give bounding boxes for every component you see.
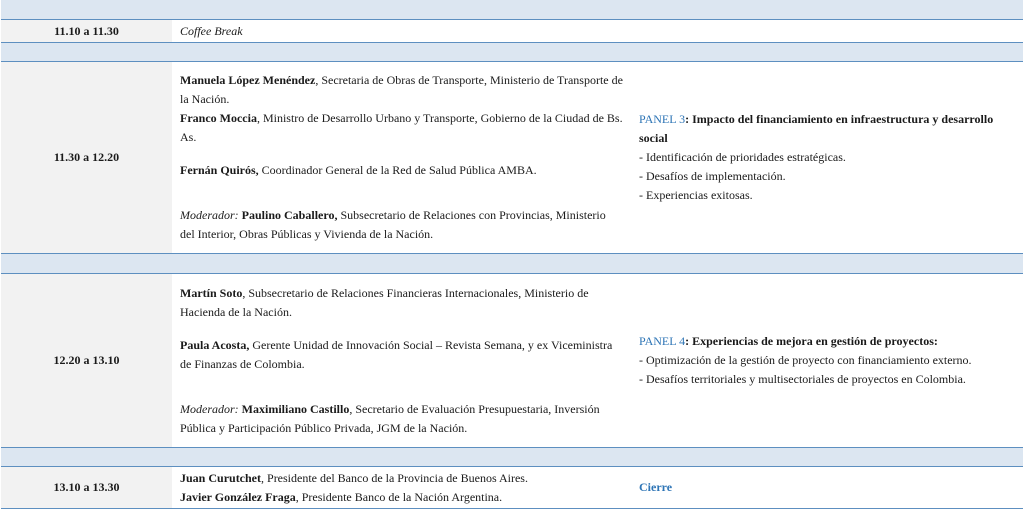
agenda-table xyxy=(1,0,1023,509)
agenda-row-panel3 xyxy=(1,62,1023,254)
speaker: Juan Curutchet, Presidente del Banco de la Provincia de Buenos Aires. xyxy=(180,470,528,485)
panel-cell xyxy=(631,62,1023,254)
moderator: Moderador: Paulino Caballero, Subsecretario de Relaciones con Provincias, Ministerio del Interior, Obras Públicas y Vivienda de la Nación. xyxy=(180,208,606,241)
time-cell: 13.10 a 13.30 xyxy=(1,467,172,509)
agenda-row-panel4 xyxy=(1,274,1023,448)
panel-bullet: - Desafíos territoriales y multisectoriales de proyectos en Colombia. xyxy=(639,372,966,386)
speaker: Manuela López Menéndez, Secretaria de Obras de Transporte, Ministerio de Transporte de la Nación. xyxy=(180,73,623,106)
speakers-cell xyxy=(172,62,631,254)
separator-row xyxy=(1,254,1023,274)
panel-bullet: - Optimización de la gestión de proyecto con financiamiento externo. xyxy=(639,353,972,367)
moderator: Moderador: Maximiliano Castillo, Secretario de Evaluación Presupuestaria, Inversión Pública y Participación Público Privada, JGM de la Nación. xyxy=(180,401,600,435)
agenda-row-coffee xyxy=(1,20,1023,43)
panel-bullet: - Experiencias exitosas. xyxy=(639,188,753,202)
time-cell: 11.10 a 11.30 xyxy=(1,20,172,43)
time-cell: 12.20 a 13.10 xyxy=(1,274,172,448)
speaker: Franco Moccia, Ministro de Desarrollo Urbano y Transporte, Gobierno de la Ciudad de Bs. As. xyxy=(180,111,623,144)
separator-row xyxy=(1,0,1023,20)
speaker: Martín Soto, Subsecretario de Relaciones Financieras Internacionales, Ministerio de Hacienda de la Nación. xyxy=(180,285,589,319)
separator-row xyxy=(1,43,1023,62)
panel-cell xyxy=(631,274,1023,448)
time-cell: 11.30 a 12.20 xyxy=(1,62,172,254)
panel-bullet: - Identificación de prioridades estratégicas. xyxy=(639,150,846,164)
speaker: Fernán Quirós, Coordinador General de la Red de Salud Pública AMBA. xyxy=(180,163,537,177)
speakers-cell xyxy=(172,467,631,509)
panel-title: PANEL 3: Impacto del financiamiento en infraestructura y desarrollo social xyxy=(639,112,994,145)
speaker: Paula Acosta, Gerente Unidad de Innovación Social – Revista Semana, y ex Viceministra de Finanzas de Colombia. xyxy=(180,337,613,371)
speakers-cell xyxy=(172,274,631,448)
panel-title: PANEL 4: Experiencias de mejora en gestión de proyectos: xyxy=(639,334,938,348)
agenda-row-cierre xyxy=(1,467,1023,509)
speaker: Javier González Fraga, Presidente Banco de la Nación Argentina. xyxy=(180,489,503,504)
panel-bullet: - Desafíos de implementación. xyxy=(639,169,786,183)
cierre-label: Cierre xyxy=(631,467,1023,509)
separator-row xyxy=(1,448,1023,467)
coffee-break-label: Coffee Break xyxy=(172,20,631,43)
